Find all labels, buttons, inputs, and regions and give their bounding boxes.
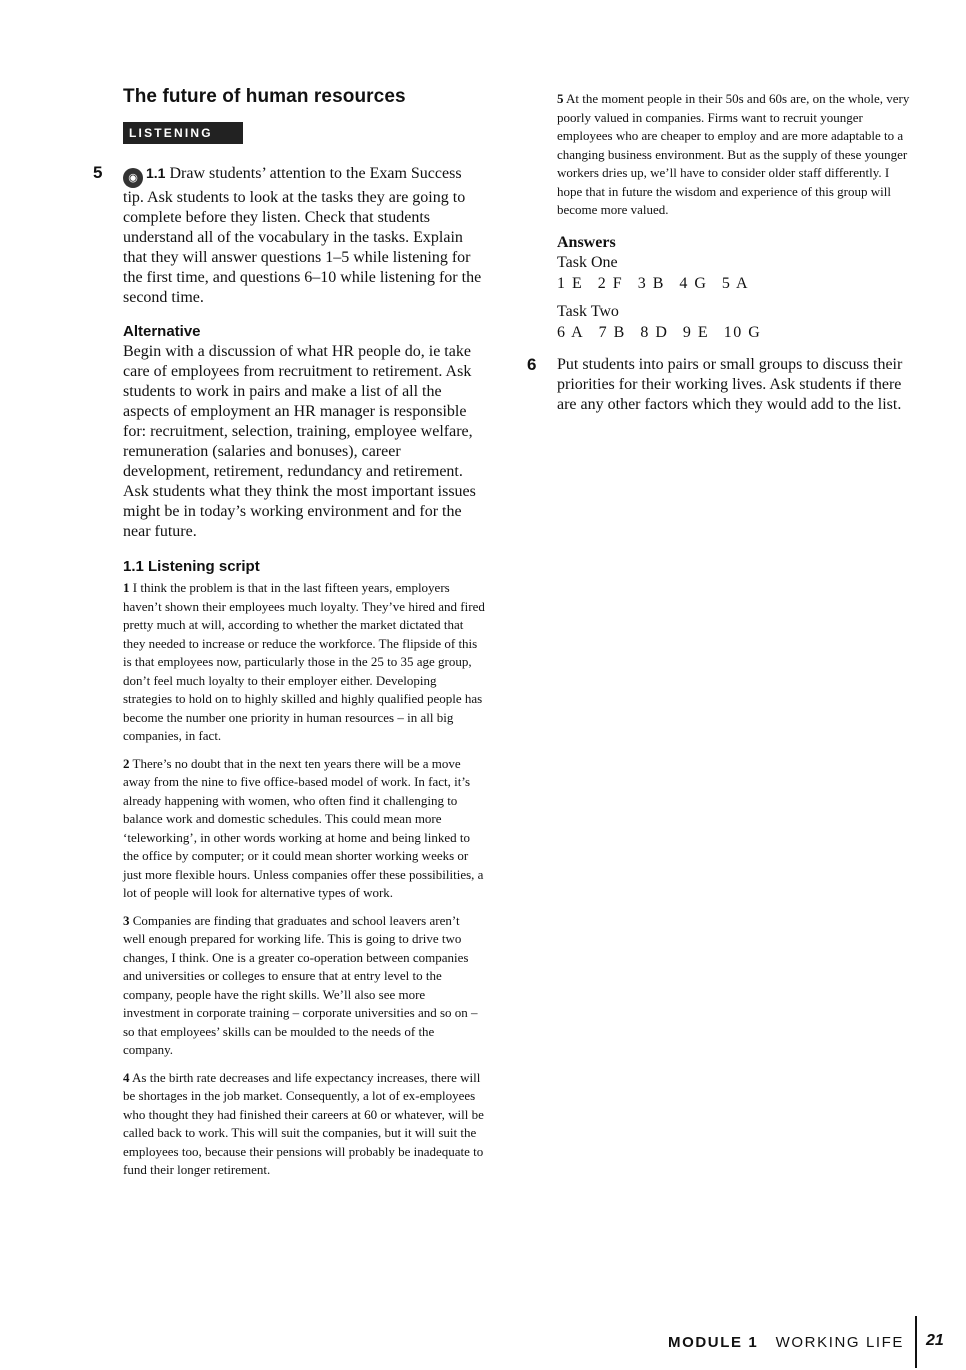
script-paragraph-4 — [123, 1069, 485, 1180]
answer: 1 E — [557, 274, 584, 292]
page-footer — [668, 1334, 904, 1351]
audio-cd-icon: ◉ — [123, 168, 143, 188]
script-paragraph-5 — [557, 90, 917, 220]
section-label: LISTENING — [123, 122, 243, 144]
footer-module: MODULE 1 — [668, 1334, 759, 1351]
script-paragraph-number: 3 — [123, 912, 130, 928]
answer: 7 B — [598, 323, 626, 341]
exercise-5 — [93, 163, 485, 308]
script-paragraph-text: As the birth rate decreases and life expectancy increases, there will be shortages in the job market. Consequently, a lot of ex-employees who thought they had finished their careers at 60 or whatever, will be called back to work. This will suit the companies, but it will suit the employees too, because their pensions will probably be inadequate to fund their longer retirement. — [123, 1069, 484, 1177]
track-number: 1.1 — [146, 165, 166, 181]
footer-sep — [764, 1334, 770, 1351]
script-paragraph-1 — [123, 579, 485, 746]
exercise-5-text — [123, 163, 485, 308]
left-column — [93, 86, 485, 1180]
script-paragraph-text: At the moment people in their 50s and 60s are, on the whole, very poorly valued in companies. Firms want to recruit younger employees who are cheaper to employ and are more adaptable to a changing business environment. But as the supply of these younger workers dries up, we’ll have to consider older staff differently. I hope that in future the wisdom and experience of this group will become more valued. — [557, 91, 910, 217]
answer: 5 A — [721, 274, 750, 292]
script-paragraph-3 — [123, 912, 485, 1060]
exercise-number: 6 — [527, 354, 537, 374]
script-paragraph-number: 4 — [123, 1069, 130, 1085]
script-paragraph-number: 1 — [123, 580, 130, 595]
alternative-heading: Alternative — [123, 323, 201, 340]
alternative-section — [123, 323, 485, 542]
task-one-label: Task One — [557, 253, 618, 271]
answer: 10 G — [723, 323, 762, 341]
answer: 2 F — [597, 274, 624, 292]
script-heading: 1.1 Listening script — [123, 558, 260, 575]
exercise-6-text: Put students into pairs or small groups to discuss their priorities for their working lives. Ask students if there are any other factors which they would add to the list. — [557, 355, 903, 413]
answers-heading: Answers — [557, 233, 616, 251]
script-paragraph-number: 2 — [123, 755, 130, 771]
script-paragraph-text: I think the problem is that in the last fifteen years, employers haven’t shown their employees much loyalty. They’ve hired and fired pretty much at will, according to whether the market dictated that they needed to increase or reduce the workforce. The flipside of this is that employees now, particularly those in the 25 to 35 age group, don’t feel much loyalty to their employer either. Developing strategies to hold on to highly skilled and highly qualified people has become the number one priority in human resources – in all big companies, in fact. — [123, 580, 485, 743]
section-title: The future of human resources — [123, 86, 406, 107]
script-paragraph-number: 5 — [557, 91, 564, 106]
exercise-number: 5 — [93, 163, 103, 182]
alternative-text: Begin with a discussion of what HR people do, ie take care of employees from recruitment to retirement. Ask students to work in pairs and make a list of all the aspects of employment an HR manager is responsible for: recruitment, selection, training, employee welfare, remuneration (salaries and bonuses), career development, retirement, redundancy and retirement. Ask students what they think the most important issues might be in today’s working environment and for the near future. — [123, 343, 476, 540]
page-number: 21 — [926, 1332, 944, 1349]
answer: 6 A — [557, 323, 585, 341]
answer: 4 G — [679, 274, 708, 292]
script-paragraph-text: Companies are finding that graduates and school leavers aren’t well enough prepared for working life. This is going to drive two changes, I think. One is a greater co-operation between companies and universities or colleges to ensure that at entry level to the company, people have the right skills. We’ll also see more investment in corporate training – corporate universities and so on – so that employees’ skills can be moulded to the needs of the company. — [123, 912, 478, 1057]
task-two-label: Task Two — [557, 302, 619, 320]
answer: 3 B — [637, 274, 665, 292]
right-column — [527, 90, 917, 415]
task-two-answers — [557, 322, 917, 343]
exercise-5-instructions: Draw students’ attention to the Exam Success tip. Ask students to look at the tasks they are going to complete before they listen. Check that students understand all of the vocabulary in the tasks. Explain that they will answer questions 1–5 while listening for the first time, and questions 6–10 while listening for the second time. — [123, 165, 482, 306]
footer-divider — [915, 1316, 917, 1368]
script-paragraph-2 — [123, 755, 485, 903]
script-paragraph-text: There’s no doubt that in the next ten years there will be a move away from the nine to five office-based model of work. In fact, it’s already happening with women, who often find it challenging to balance work and domestic schedules. This could mean more ‘teleworking’, in other words working at home and being linked to the office by computer; or it could mean shorter working weeks or just more flexible hours. Unless companies offer these possibilities, a lot of people will look for alternative types of work. — [123, 755, 484, 900]
listening-script — [123, 558, 485, 1180]
exercise-6 — [527, 354, 917, 415]
answer: 8 D — [640, 323, 669, 341]
answers-section — [557, 233, 917, 343]
footer-title: WORKING LIFE — [775, 1334, 905, 1351]
task-one-answers — [557, 273, 917, 294]
answer: 9 E — [682, 323, 710, 341]
